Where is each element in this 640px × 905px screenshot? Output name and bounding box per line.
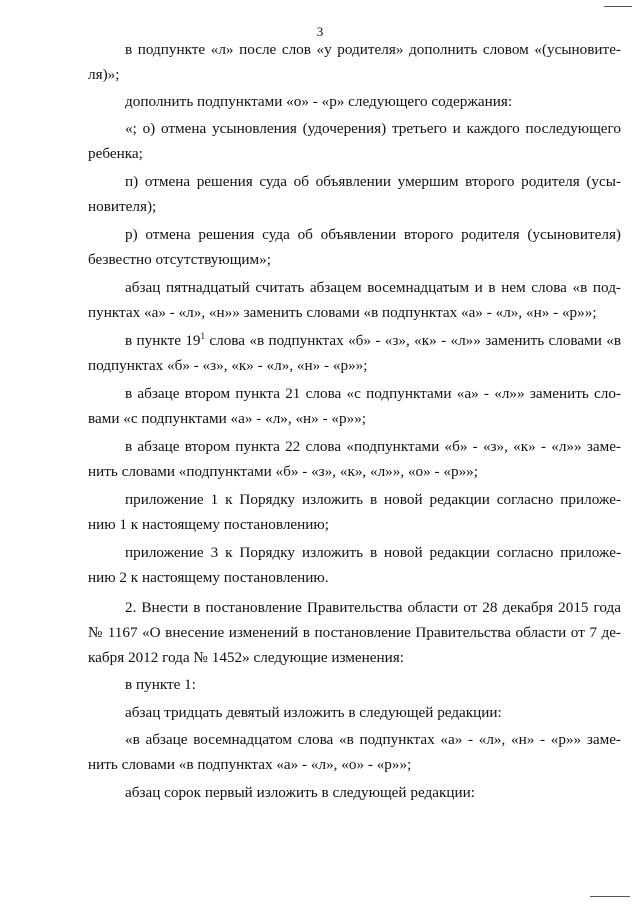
text-line: «; о) отмена усыновления (удочерения) третьего и каждого последующего bbox=[125, 120, 621, 137]
text-line: вами «с подпунктами «а» - «л», «н» - «р»»; bbox=[88, 410, 367, 427]
text-line: абзац тридцать девятый изложить в следующей редакции: bbox=[125, 704, 502, 721]
text-line: ля)»; bbox=[88, 66, 120, 83]
text-line: в абзаце втором пункта 22 слова «подпунктами «б» - «з», «к» - «л»» заме- bbox=[125, 438, 621, 455]
text-line: р) отмена решения суда об объявлении второго родителя (усыновителя) bbox=[125, 226, 621, 243]
text-line: № 1167 «О внесение изменений в постановление Правительства области от 7 де- bbox=[88, 624, 621, 641]
page-number: 3 bbox=[316, 24, 324, 39]
text-line: в подпункте «л» после слов «у родителя» дополнить словом «(усыновите- bbox=[125, 41, 621, 58]
text-line: в пункте 1: bbox=[125, 676, 196, 693]
text-segment: слова «в подпунктах «б» - «з», «к» - «л»» заменить словами «в bbox=[205, 332, 622, 349]
text-line: в абзаце втором пункта 21 слова «с подпунктами «а» - «л»» заменить сло- bbox=[125, 385, 621, 402]
text-line: приложение 3 к Порядку изложить в новой редакции согласно приложе- bbox=[125, 544, 621, 561]
text-line: кабря 2012 года № 1452» следующие изменения: bbox=[88, 649, 404, 666]
text-line: дополнить подпунктами «о» - «р» следующего содержания: bbox=[125, 93, 513, 110]
corner-mark-top bbox=[604, 6, 632, 7]
text-line: абзац пятнадцатый считать абзацем восемнадцатым и в нем слова «в под- bbox=[125, 279, 621, 296]
text-line: 2. Внести в постановление Правительства области от 28 декабря 2015 года bbox=[125, 599, 621, 616]
corner-mark-bottom bbox=[590, 896, 630, 897]
text-line: пунктах «а» - «л», «н»» заменить словами «в подпунктах «а» - «л», «н» - «р»»; bbox=[88, 304, 597, 321]
text-line: приложение 1 к Порядку изложить в новой редакции согласно приложе- bbox=[125, 491, 621, 508]
text-line: нить словами «подпунктами «б» - «з», «к», «л»», «о» - «р»»; bbox=[88, 463, 478, 480]
text-line: абзац сорок первый изложить в следующей редакции: bbox=[125, 784, 475, 801]
text-line: безвестно отсутствующим»; bbox=[88, 251, 271, 268]
superscript: 1 bbox=[200, 331, 206, 341]
text-line: подпунктах «б» - «з», «к» - «л», «н» - «р»»; bbox=[88, 357, 368, 374]
text-line bbox=[88, 332, 621, 350]
text-line: «в абзаце восемнадцатом слова «в подпунктах «а» - «л», «н» - «р»» заме- bbox=[125, 731, 621, 748]
text-line: нить словами «в подпунктах «а» - «л», «о» - «р»»; bbox=[88, 756, 412, 773]
text-line: нию 2 к настоящему постановлению. bbox=[88, 569, 329, 586]
text-line: новителя); bbox=[88, 198, 157, 215]
text-segment: в пункте 19 bbox=[125, 332, 201, 349]
text-line: ребенка; bbox=[88, 145, 143, 162]
text-line: нию 1 к настоящему постановлению; bbox=[88, 516, 329, 533]
text-line: п) отмена решения суда об объявлении умершим второго родителя (усы- bbox=[125, 173, 621, 190]
